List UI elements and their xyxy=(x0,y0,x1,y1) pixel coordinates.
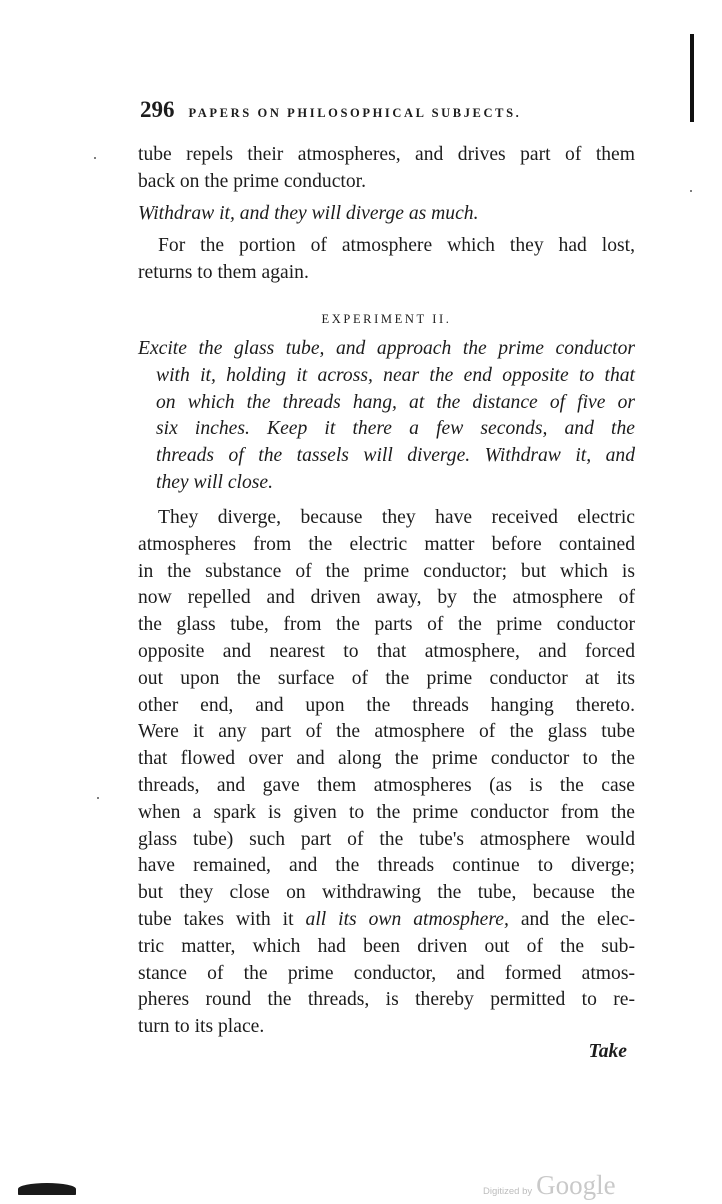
text-line: have remained, and the threads continue to diverge; xyxy=(138,855,635,877)
experiment-instructions xyxy=(138,336,635,497)
paragraph-4 xyxy=(138,505,635,1041)
text-line: opposite and nearest to that atmosphere, and forced xyxy=(138,640,635,662)
experiment-heading: EXPERIMENT II. xyxy=(321,312,452,326)
text-line: Withdraw it, and they will diverge as much. xyxy=(138,203,479,224)
catchword: Take xyxy=(588,1041,627,1062)
scan-speck xyxy=(690,190,692,192)
text-line: but they close on withdrawing the tube, because the xyxy=(138,882,635,904)
text-line: pheres round the threads, is thereby permitted to re- xyxy=(138,989,635,1011)
scan-edge-mark xyxy=(690,34,694,122)
text-line: the glass tube, from the parts of the prime conductor xyxy=(138,614,635,636)
digitization-watermark xyxy=(483,1170,616,1201)
text-segment: tube takes with it xyxy=(138,908,306,930)
text-line: when a spark is given to the prime conductor from the xyxy=(138,801,635,823)
text-line: that flowed over and along the prime conductor to the xyxy=(138,748,635,770)
text-line: tric matter, which had been driven out of the sub- xyxy=(138,935,635,957)
scan-smudge xyxy=(18,1183,76,1195)
watermark-brand: Google xyxy=(536,1170,616,1200)
italic-phrase: all its own atmosphere, xyxy=(305,908,509,930)
text-line: six inches. Keep it there a few seconds, and the xyxy=(156,418,635,440)
text-line: other end, and upon the threads hanging thereto. xyxy=(138,694,635,716)
scan-speck xyxy=(94,157,96,159)
text-line: in the substance of the prime conductor; but which is xyxy=(138,560,635,582)
text-segment: and the elec- xyxy=(508,908,636,930)
text-line: they will close. xyxy=(156,471,273,493)
paragraph-3 xyxy=(138,233,635,287)
text-line: They diverge, because they have received electric xyxy=(158,507,635,528)
text-line: now repelled and driven away, by the atmosphere of xyxy=(138,587,635,609)
watermark-prefix: Digitized by xyxy=(483,1186,533,1197)
page-header xyxy=(140,97,640,127)
text-line: back on the prime conductor. xyxy=(138,170,366,192)
text-line: returns to them again. xyxy=(138,261,309,283)
text-line: For the portion of atmosphere which they had lost, xyxy=(158,235,635,256)
paragraph-2 xyxy=(138,201,635,228)
text-line: Excite the glass tube, and approach the prime conductor xyxy=(138,338,635,359)
paragraph-1 xyxy=(138,142,635,196)
text-line: turn to its place. xyxy=(138,1016,265,1038)
text-line: with it, holding it across, near the end opposite to that xyxy=(156,364,635,386)
text-line: atmospheres from the electric matter before contained xyxy=(138,533,635,555)
text-line-with-italic xyxy=(138,907,635,934)
text-line: threads, and gave them atmospheres (as is the case xyxy=(138,774,635,796)
running-head: PAPERS ON PHILOSOPHICAL SUBJECTS. xyxy=(188,106,522,120)
page-number: 296 xyxy=(140,97,175,122)
text-line: Were it any part of the atmosphere of the glass tube xyxy=(138,721,635,743)
text-line: out upon the surface of the prime conductor at its xyxy=(138,667,635,689)
scan-speck xyxy=(97,797,99,799)
text-line: glass tube) such part of the tube's atmosphere would xyxy=(138,828,635,850)
text-line: stance of the prime conductor, and formed atmos- xyxy=(138,962,635,984)
text-line: tube repels their atmospheres, and drives part of them xyxy=(138,144,635,165)
text-line: on which the threads hang, at the distance of five or xyxy=(156,391,635,413)
text-line: threads of the tassels will diverge. Withdraw it, and xyxy=(156,445,635,467)
